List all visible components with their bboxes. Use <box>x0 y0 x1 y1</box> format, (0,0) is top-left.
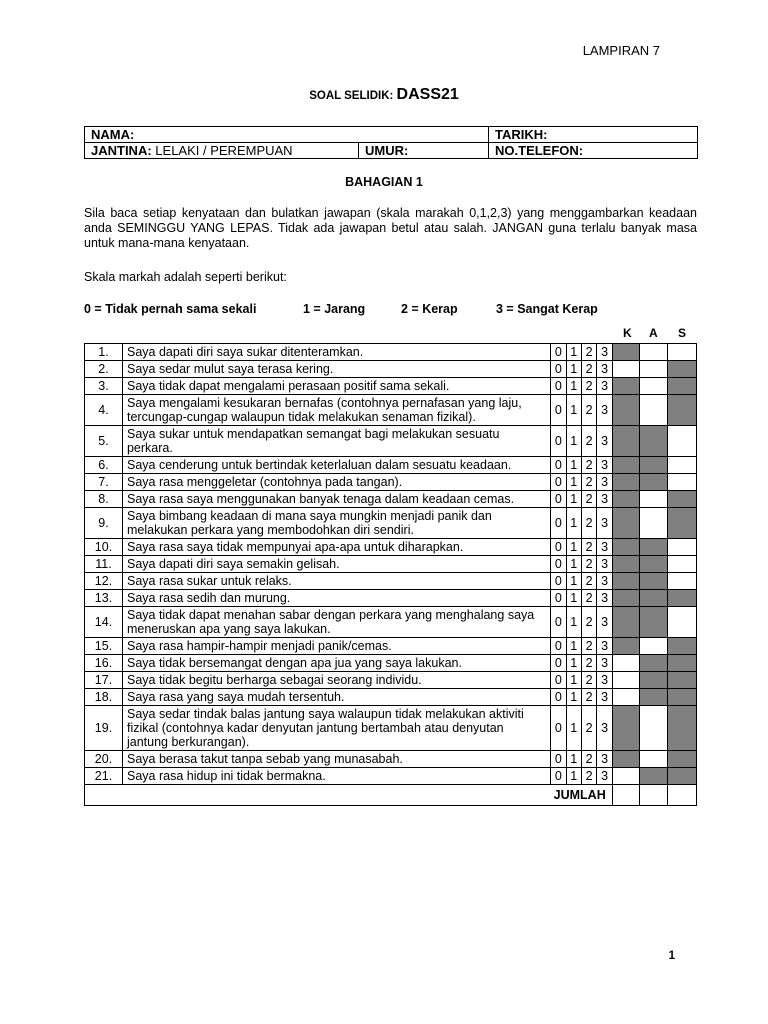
table-row <box>85 457 697 474</box>
table-row <box>85 344 697 361</box>
tally-cell-s <box>668 395 697 426</box>
score-option-1[interactable]: 1 <box>566 344 581 361</box>
score-option-0[interactable]: 0 <box>551 706 566 751</box>
score-option-2[interactable]: 2 <box>581 361 596 378</box>
respondent-info-table <box>84 126 698 159</box>
score-option-3[interactable]: 3 <box>597 672 612 689</box>
score-option-2[interactable]: 2 <box>581 607 596 638</box>
appendix-label: LAMPIRAN 7 <box>582 43 660 58</box>
score-option-2[interactable]: 2 <box>581 457 596 474</box>
tally-cell-s <box>668 508 697 539</box>
tally-cell-k <box>612 573 640 590</box>
score-option-3[interactable]: 3 <box>597 426 612 457</box>
item-number: 3. <box>85 378 123 395</box>
item-statement: Saya berasa takut tanpa sebab yang munasabah. <box>122 751 550 768</box>
score-option-1[interactable]: 1 <box>566 655 581 672</box>
score-option-2[interactable]: 2 <box>581 655 596 672</box>
tally-cell-a <box>640 573 668 590</box>
score-option-1[interactable]: 1 <box>566 491 581 508</box>
tally-cell-s <box>668 378 697 395</box>
tally-cell-s <box>668 491 697 508</box>
score-option-2[interactable]: 2 <box>581 378 596 395</box>
item-number: 8. <box>85 491 123 508</box>
score-option-2[interactable]: 2 <box>581 689 596 706</box>
tally-cell-s[interactable] <box>668 573 697 590</box>
total-a-cell[interactable] <box>640 785 668 806</box>
table-row <box>85 426 697 457</box>
score-option-3[interactable]: 3 <box>597 361 612 378</box>
score-option-3[interactable]: 3 <box>597 556 612 573</box>
score-option-0[interactable]: 0 <box>551 689 566 706</box>
scale-intro-text: Skala markah adalah seperti berikut: <box>84 270 287 284</box>
score-option-3[interactable]: 3 <box>597 751 612 768</box>
score-option-3[interactable]: 3 <box>597 706 612 751</box>
score-option-2[interactable]: 2 <box>581 672 596 689</box>
tally-cell-a <box>640 672 668 689</box>
tally-cell-a <box>640 556 668 573</box>
item-number: 15. <box>85 638 123 655</box>
table-row <box>85 607 697 638</box>
table-row <box>85 361 697 378</box>
table-row <box>85 768 697 785</box>
column-k-header: K <box>623 326 632 340</box>
column-a-header: A <box>649 326 658 340</box>
tally-cell-s <box>668 706 697 751</box>
tally-cell-a[interactable] <box>640 344 668 361</box>
item-number: 2. <box>85 361 123 378</box>
tally-cell-s <box>668 768 697 785</box>
item-statement: Saya rasa hampir-hampir menjadi panik/cemas. <box>122 638 550 655</box>
item-statement: Saya rasa sedih dan murung. <box>122 590 550 607</box>
tally-cell-a <box>640 590 668 607</box>
score-option-3[interactable]: 3 <box>597 344 612 361</box>
score-option-1[interactable]: 1 <box>566 378 581 395</box>
score-option-0[interactable]: 0 <box>551 457 566 474</box>
score-option-1[interactable]: 1 <box>566 751 581 768</box>
score-option-1[interactable]: 1 <box>566 426 581 457</box>
tally-cell-a[interactable] <box>640 508 668 539</box>
date-field[interactable] <box>489 127 698 143</box>
score-option-3[interactable]: 3 <box>597 573 612 590</box>
tally-cell-s <box>668 751 697 768</box>
table-row <box>85 655 697 672</box>
total-k-cell[interactable] <box>612 785 640 806</box>
score-option-2[interactable]: 2 <box>581 344 596 361</box>
tally-cell-s <box>668 590 697 607</box>
tally-cell-a <box>640 655 668 672</box>
score-option-1[interactable]: 1 <box>566 395 581 426</box>
tally-cell-a <box>640 689 668 706</box>
item-number: 4. <box>85 395 123 426</box>
score-option-1[interactable]: 1 <box>566 361 581 378</box>
score-option-1[interactable]: 1 <box>566 607 581 638</box>
score-option-3[interactable]: 3 <box>597 638 612 655</box>
date-label: TARIKH: <box>495 127 548 142</box>
age-label: UMUR: <box>365 143 409 158</box>
tally-cell-k[interactable] <box>612 361 640 378</box>
score-option-0[interactable]: 0 <box>551 672 566 689</box>
tally-cell-k <box>612 638 640 655</box>
table-row <box>85 751 697 768</box>
score-option-0[interactable]: 0 <box>551 491 566 508</box>
column-s-header: S <box>678 326 687 340</box>
form-title-prefix: SOAL SELIDIK: <box>309 90 394 102</box>
score-option-3[interactable]: 3 <box>597 689 612 706</box>
tally-cell-a <box>640 539 668 556</box>
item-number: 13. <box>85 590 123 607</box>
tally-cell-a[interactable] <box>640 361 668 378</box>
score-option-0[interactable]: 0 <box>551 655 566 672</box>
item-number: 19. <box>85 706 123 751</box>
name-label: NAMA: <box>91 127 135 142</box>
tally-cell-a <box>640 768 668 785</box>
item-statement: Saya tidak begitu berharga sebagai seorang individu. <box>122 672 550 689</box>
score-option-1[interactable]: 1 <box>566 706 581 751</box>
tally-cell-k <box>612 590 640 607</box>
tally-cell-s[interactable] <box>668 344 697 361</box>
item-statement: Saya tidak bersemangat dengan apa jua yang saya lakukan. <box>122 655 550 672</box>
table-row <box>85 395 697 426</box>
table-row <box>85 508 697 539</box>
section-title: BAHAGIAN 1 <box>345 175 423 189</box>
tally-cell-k[interactable] <box>612 655 640 672</box>
score-option-2[interactable]: 2 <box>581 768 596 785</box>
phone-label: NO.TELEFON: <box>495 143 584 158</box>
table-row <box>85 556 697 573</box>
table-row <box>85 689 697 706</box>
tally-cell-s <box>668 638 697 655</box>
scale-2: 2 = Kerap <box>401 302 458 316</box>
dass21-questionnaire-table <box>84 343 697 806</box>
tally-cell-a <box>640 426 668 457</box>
age-field[interactable] <box>359 143 489 159</box>
tally-cell-k <box>612 474 640 491</box>
score-option-0[interactable]: 0 <box>551 573 566 590</box>
tally-cell-k <box>612 491 640 508</box>
score-option-2[interactable]: 2 <box>581 474 596 491</box>
instructions-text: Sila baca setiap kenyataan dan bulatkan jawapan (skala marakah 0,1,2,3) yang menggambarkan keadaan anda SEMINGGU YANG LEPAS. Tidak ada jawapan betul atau salah. JANGAN guna terlalu banyak masa untuk mana-mana kenyataan. <box>84 206 697 250</box>
tally-cell-k[interactable] <box>612 672 640 689</box>
item-statement: Saya rasa saya tidak mempunyai apa-apa untuk diharapkan. <box>122 539 550 556</box>
score-option-2[interactable]: 2 <box>581 556 596 573</box>
item-number: 21. <box>85 768 123 785</box>
tally-cell-k <box>612 751 640 768</box>
score-option-0[interactable]: 0 <box>551 344 566 361</box>
total-s-cell[interactable] <box>668 785 697 806</box>
table-row <box>85 539 697 556</box>
phone-field[interactable] <box>489 143 698 159</box>
item-number: 17. <box>85 672 123 689</box>
score-option-2[interactable]: 2 <box>581 590 596 607</box>
item-statement: Saya bimbang keadaan di mana saya mungkin menjadi panik dan melakukan perkara yang membodohkan diri sendiri. <box>122 508 550 539</box>
score-option-0[interactable]: 0 <box>551 768 566 785</box>
form-title-main: DASS21 <box>396 86 459 103</box>
form-title <box>0 86 768 104</box>
score-option-2[interactable]: 2 <box>581 573 596 590</box>
score-option-3[interactable]: 3 <box>597 590 612 607</box>
tally-cell-a <box>640 457 668 474</box>
score-option-1[interactable]: 1 <box>566 768 581 785</box>
item-number: 11. <box>85 556 123 573</box>
tally-cell-s[interactable] <box>668 474 697 491</box>
item-statement: Saya tidak dapat mengalami perasaan positif sama sekali. <box>122 378 550 395</box>
score-option-3[interactable]: 3 <box>597 508 612 539</box>
item-number: 12. <box>85 573 123 590</box>
tally-cell-k <box>612 539 640 556</box>
score-option-0[interactable]: 0 <box>551 539 566 556</box>
score-option-2[interactable]: 2 <box>581 751 596 768</box>
tally-cell-a[interactable] <box>640 378 668 395</box>
score-option-2[interactable]: 2 <box>581 638 596 655</box>
score-option-2[interactable]: 2 <box>581 491 596 508</box>
score-option-1[interactable]: 1 <box>566 508 581 539</box>
gender-options: LELAKI / PEREMPUAN <box>155 143 293 158</box>
score-option-0[interactable]: 0 <box>551 607 566 638</box>
gender-field[interactable] <box>85 143 359 159</box>
score-option-0[interactable]: 0 <box>551 361 566 378</box>
score-option-3[interactable]: 3 <box>597 457 612 474</box>
scale-1: 1 = Jarang <box>303 302 366 316</box>
score-option-1[interactable]: 1 <box>566 573 581 590</box>
score-option-1[interactable]: 1 <box>566 638 581 655</box>
tally-cell-a <box>640 607 668 638</box>
tally-cell-k <box>612 508 640 539</box>
tally-cell-k <box>612 426 640 457</box>
scale-0: 0 = Tidak pernah sama sekali <box>84 302 257 316</box>
table-row <box>85 491 697 508</box>
table-row <box>85 706 697 751</box>
item-statement: Saya rasa saya menggunakan banyak tenaga dalam keadaan cemas. <box>122 491 550 508</box>
item-statement: Saya tidak dapat menahan sabar dengan perkara yang menghalang saya meneruskan apa yang saya lakukan. <box>122 607 550 638</box>
item-number: 7. <box>85 474 123 491</box>
tally-cell-s[interactable] <box>668 539 697 556</box>
score-option-1[interactable]: 1 <box>566 474 581 491</box>
table-row <box>85 474 697 491</box>
score-option-0[interactable]: 0 <box>551 556 566 573</box>
tally-cell-a <box>640 474 668 491</box>
tally-cell-a[interactable] <box>640 491 668 508</box>
score-option-3[interactable]: 3 <box>597 378 612 395</box>
score-option-3[interactable]: 3 <box>597 491 612 508</box>
item-statement: Saya dapati diri saya semakin gelisah. <box>122 556 550 573</box>
score-option-1[interactable]: 1 <box>566 556 581 573</box>
tally-cell-k <box>612 457 640 474</box>
tally-cell-a[interactable] <box>640 638 668 655</box>
score-option-2[interactable]: 2 <box>581 395 596 426</box>
score-option-1[interactable]: 1 <box>566 590 581 607</box>
score-option-0[interactable]: 0 <box>551 378 566 395</box>
name-field[interactable] <box>85 127 489 143</box>
item-statement: Saya rasa hidup ini tidak bermakna. <box>122 768 550 785</box>
item-number: 9. <box>85 508 123 539</box>
score-option-0[interactable]: 0 <box>551 474 566 491</box>
item-statement: Saya sukar untuk mendapatkan semangat bagi melakukan sesuatu perkara. <box>122 426 550 457</box>
tally-cell-k <box>612 378 640 395</box>
gender-label: JANTINA: <box>91 143 152 158</box>
item-statement: Saya rasa menggeletar (contohnya pada tangan). <box>122 474 550 491</box>
item-number: 20. <box>85 751 123 768</box>
score-option-3[interactable]: 3 <box>597 539 612 556</box>
tally-cell-s[interactable] <box>668 426 697 457</box>
tally-cell-s <box>668 672 697 689</box>
tally-cell-a[interactable] <box>640 395 668 426</box>
tally-cell-s[interactable] <box>668 607 697 638</box>
total-label: JUMLAH <box>85 785 613 806</box>
item-number: 14. <box>85 607 123 638</box>
score-option-2[interactable]: 2 <box>581 508 596 539</box>
tally-cell-k <box>612 395 640 426</box>
item-number: 18. <box>85 689 123 706</box>
tally-cell-s <box>668 361 697 378</box>
table-row <box>85 378 697 395</box>
table-row <box>85 573 697 590</box>
tally-cell-k[interactable] <box>612 689 640 706</box>
score-option-1[interactable]: 1 <box>566 689 581 706</box>
score-option-1[interactable]: 1 <box>566 672 581 689</box>
tally-cell-a[interactable] <box>640 706 668 751</box>
score-option-3[interactable]: 3 <box>597 607 612 638</box>
table-row <box>85 590 697 607</box>
item-statement: Saya dapati diri saya sukar ditenteramkan. <box>122 344 550 361</box>
score-option-2[interactable]: 2 <box>581 706 596 751</box>
item-statement: Saya mengalami kesukaran bernafas (contohnya pernafasan yang laju, tercungap-cungap walaupun tidak melakukan senaman fizikal). <box>122 395 550 426</box>
tally-cell-k <box>612 344 640 361</box>
item-number: 1. <box>85 344 123 361</box>
item-statement: Saya sedar tindak balas jantung saya walaupun tidak melakukan aktiviti fizikal (contohnya kadar denyutan jantung bertambah atau denyutan jantung berkurangan). <box>122 706 550 751</box>
score-option-3[interactable]: 3 <box>597 395 612 426</box>
tally-cell-s[interactable] <box>668 556 697 573</box>
score-option-0[interactable]: 0 <box>551 751 566 768</box>
table-row <box>85 672 697 689</box>
item-statement: Saya rasa sukar untuk relaks. <box>122 573 550 590</box>
score-option-1[interactable]: 1 <box>566 457 581 474</box>
score-option-2[interactable]: 2 <box>581 426 596 457</box>
score-option-2[interactable]: 2 <box>581 539 596 556</box>
tally-cell-s[interactable] <box>668 457 697 474</box>
score-option-0[interactable]: 0 <box>551 426 566 457</box>
tally-cell-k <box>612 556 640 573</box>
scale-3: 3 = Sangat Kerap <box>496 302 598 316</box>
tally-cell-s <box>668 655 697 672</box>
score-option-0[interactable]: 0 <box>551 590 566 607</box>
page-number: 1 <box>668 950 675 962</box>
score-option-3[interactable]: 3 <box>597 768 612 785</box>
tally-cell-a[interactable] <box>640 751 668 768</box>
score-option-3[interactable]: 3 <box>597 655 612 672</box>
tally-cell-k <box>612 607 640 638</box>
table-row <box>85 638 697 655</box>
score-option-0[interactable]: 0 <box>551 395 566 426</box>
item-statement: Saya sedar mulut saya terasa kering. <box>122 361 550 378</box>
score-option-0[interactable]: 0 <box>551 638 566 655</box>
tally-cell-s <box>668 689 697 706</box>
tally-cell-k[interactable] <box>612 768 640 785</box>
item-number: 16. <box>85 655 123 672</box>
score-option-1[interactable]: 1 <box>566 539 581 556</box>
item-number: 10. <box>85 539 123 556</box>
item-number: 6. <box>85 457 123 474</box>
score-option-3[interactable]: 3 <box>597 474 612 491</box>
item-number: 5. <box>85 426 123 457</box>
item-statement: Saya cenderung untuk bertindak keterlaluan dalam sesuatu keadaan. <box>122 457 550 474</box>
score-option-0[interactable]: 0 <box>551 508 566 539</box>
tally-cell-k <box>612 706 640 751</box>
item-statement: Saya rasa yang saya mudah tersentuh. <box>122 689 550 706</box>
